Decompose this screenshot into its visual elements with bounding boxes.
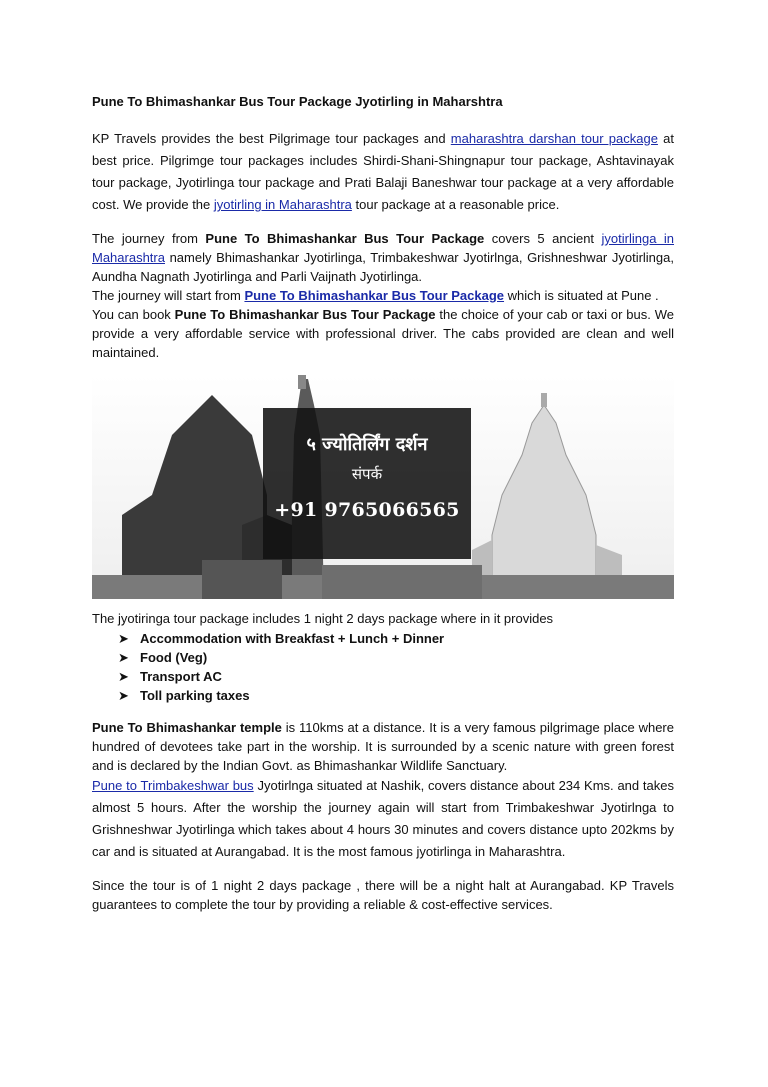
pune-trimbakeshwar-link[interactable]: Pune to Trimbakeshwar bus: [92, 778, 254, 793]
arrow-bullet-icon: ➤: [118, 688, 129, 703]
spacer: [92, 705, 674, 718]
bold-text: Pune To Bhimashankar Bus Tour Package: [205, 231, 485, 246]
arrow-bullet-icon: ➤: [118, 631, 129, 646]
text-span: at best price. Pilgrimge tour packages includes Shirdi-Shani-Shingnapur tour package, Ashtavinayak tour package, Jyotirlinga tour package and Prati Balaji Baneshwar tour package at a very affordable cost. We provide the: [92, 131, 674, 212]
text-span: the choice of your cab or taxi or bus. We provide a very affordable service with professional driver. The cabs provided are clean and well maintained.: [92, 307, 675, 360]
text-span: covers 5 ancient: [484, 231, 602, 246]
arrow-bullet-icon: ➤: [118, 669, 129, 684]
spacer: [92, 863, 674, 876]
pune-bhimashankar-package-link[interactable]: Pune To Bhimashankar Bus Tour Package: [244, 288, 505, 303]
closing-paragraph: Since the tour is of 1 night 2 days package , there will be a night halt at Aurangabad. KP Travels guarantees to complete the tour by providing a reliable & cost-effective services.: [92, 878, 674, 912]
bold-text: Pune To Bhimashankar temple: [92, 720, 282, 735]
list-item: [118, 686, 674, 705]
list-item-label: Accommodation with Breakfast + Lunch + Dinner: [140, 631, 445, 646]
list-item-label: Toll parking taxes: [140, 688, 250, 703]
list-item: [118, 648, 674, 667]
text-span: You can book: [92, 307, 175, 322]
list-item-label: Food (Veg): [140, 650, 208, 665]
text-span: namely Bhimashankar Jyotirlinga, Trimbakeshwar Jyotirlnga, Grishneshwar Jyotirlinga, Aundha Nagnath Jyotirlinga and Parli Vaijnath Jyotirlinga.: [92, 250, 674, 284]
document-title: Pune To Bhimashankar Bus Tour Package Jyotirling in Maharshtra: [92, 94, 503, 109]
spacer: [92, 216, 674, 229]
text-span: is 110kms at a distance. It is a very famous pilgrimage place where hundred of devotees take part in the worship. It is surrounded by a scenic nature with green forest and is declared by the Indian Govt. as Bhimashankar Wildlife Sanctuary.: [92, 720, 674, 773]
text-span: tour package at a reasonable price.: [351, 197, 560, 212]
temple-paragraph: [92, 718, 674, 863]
banner-contact-label: संपर्क: [351, 465, 383, 483]
package-intro: The jyotiringa tour package includes 1 night 2 days package where in it provides: [92, 611, 554, 626]
package-features-list: [92, 629, 674, 705]
document-body: [92, 92, 674, 914]
banner-heading: ५ ज्योतिर्लिंग दर्शन: [306, 434, 428, 455]
jyotirling-maharashtra-link[interactable]: jyotirling in Maharashtra: [213, 197, 352, 212]
jyotirlinga-maharashtra-link[interactable]: jyotirlinga in Maharashtra: [92, 231, 675, 265]
arrow-bullet-icon: ➤: [118, 650, 129, 665]
maharashtra-darshan-link[interactable]: maharashtra darshan tour package: [450, 131, 658, 146]
text-span: The journey will start from: [92, 288, 245, 303]
text-span: Jyotirlnga situated at Nashik, covers distance about 234 Kms. and takes almost 5 hours. After the worship the journey again will start from Trimbakeshwar Jyotirlnga to Grishneshwar Jyotirlinga which takes about 4 hours 30 minutes and covers distance upto 202kms by car and is situated at Aurangabad. It is the most famous jyotirlinga in Maharashtra.: [92, 778, 674, 859]
banner-phone-number: +91 9765066565: [274, 499, 460, 521]
bold-text: Pune To Bhimashankar Bus Tour Package: [174, 307, 436, 322]
text-span: which is situated at Pune .: [504, 288, 659, 303]
list-item: [118, 629, 674, 648]
list-item-label: Transport AC: [140, 669, 222, 684]
journey-paragraph: [92, 229, 674, 362]
text-span: KP Travels provides the best Pilgrimage tour packages and: [92, 131, 451, 146]
text-span: The journey from: [92, 231, 206, 246]
temple-photo: [92, 375, 674, 599]
list-item: [118, 667, 674, 686]
intro-paragraph: [92, 128, 674, 216]
contact-banner: [263, 408, 471, 559]
